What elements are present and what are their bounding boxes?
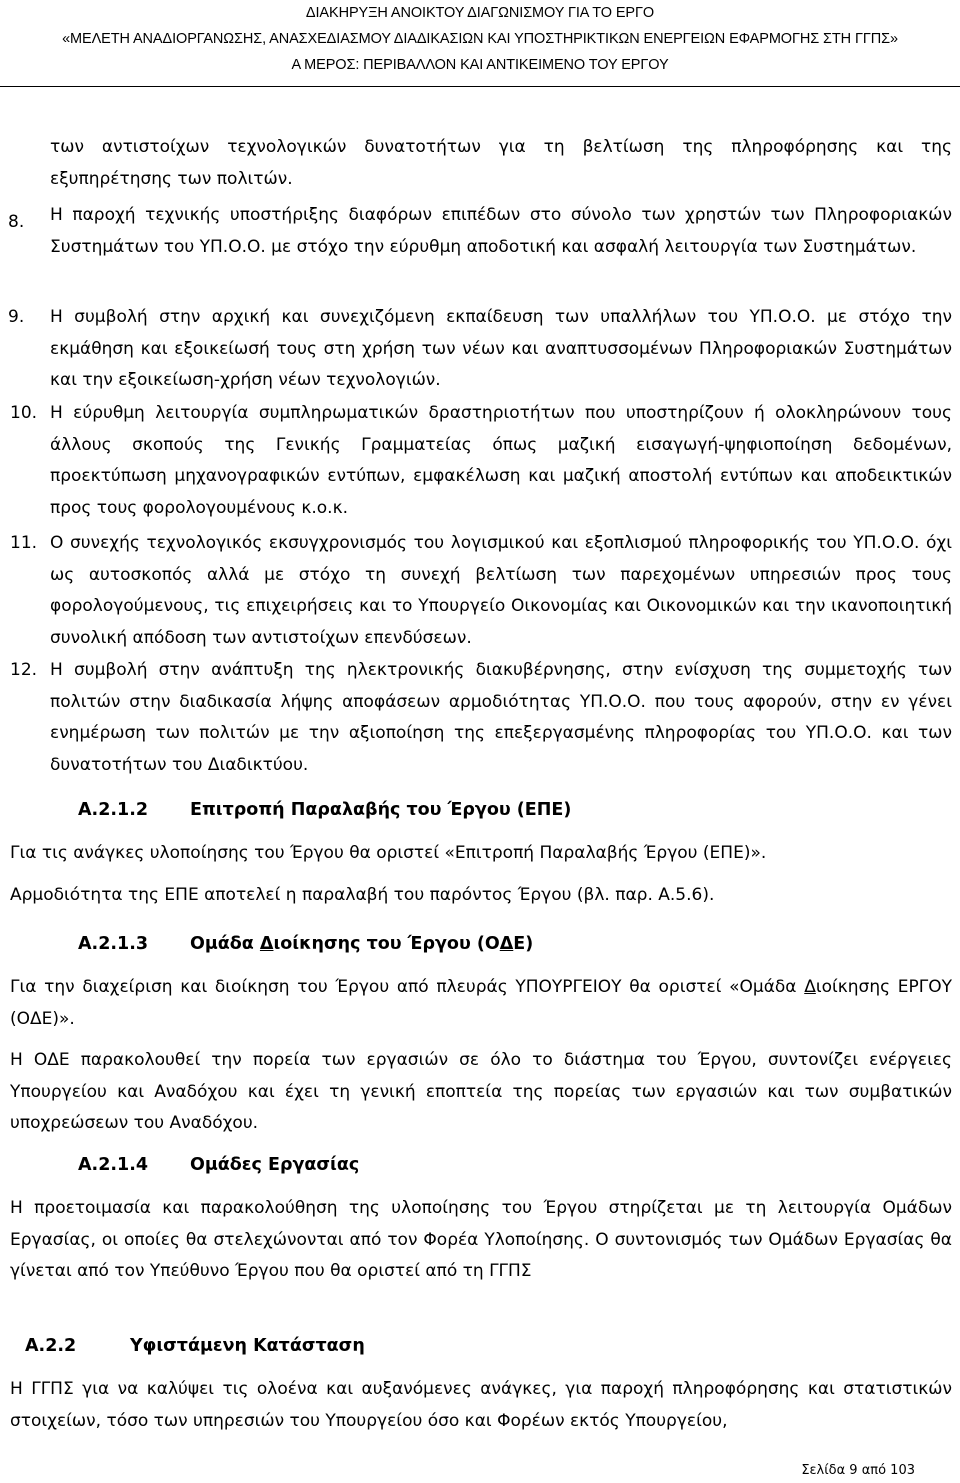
section-title: [190, 934, 533, 954]
section-heading: [25, 1336, 365, 1356]
header-divider: [0, 86, 960, 87]
paragraph-text: Δ: [804, 977, 816, 997]
section-heading: [78, 800, 572, 820]
list-item: [50, 528, 952, 654]
paragraph-text: Η προετοιμασία και παρακολούθηση της υλοποίησης του Έργου στηρίζεται με τη λειτουργία Ομάδων Εργασίας, οι οποίες θα στελεχώνονται από τον Φορέα Υλοποίησης. Ο συντονισμός των Ομάδων Εργασίας θα γίνεται από τον Υπεύθυνο Έργου που θα οριστεί από τη ΓΓΠΣ: [10, 1198, 952, 1281]
paragraph-text: Η ΓΓΠΣ για να καλύψει τις ολοένα και αυξανόμενες ανάγκες, για παροχή πληροφόρησης και στατιστικών στοιχείων, τόσο των υπηρεσιών του Υπουργείου όσο και Φορέων εκτός Υπουργείου,: [10, 1379, 952, 1431]
list-item-number: 11.: [10, 533, 38, 553]
title-part: Ομάδα: [190, 934, 260, 954]
section-title: Επιτροπή Παραλαβής του Έργου (ΕΠΕ): [190, 800, 572, 820]
list-item-text: Ο συνεχής τεχνολογικός εκσυγχρονισμός του λογισμικού και εξοπλισμού πληροφορικής του ΥΠ.Ο.Ο. όχι ως αυτοσκοπός αλλά με στόχο τη συνεχή βελτίωση των παρεχομένων υπηρεσιών προς τους φορολογούμενους, τις επιχειρήσεις και το Υπουργείο Οικονομίας και Οικονομικών και την ικανοποιητική συνολική απόδοση των αντιστοίχων επενδύσεων.: [50, 533, 952, 648]
list-item: [50, 302, 952, 397]
list-item-number: 9.: [8, 307, 25, 327]
list-item: [50, 398, 952, 524]
list-item-text: Η συμβολή στην ανάπτυξη της ηλεκτρονικής διακυβέρνησης, στην ενίσχυση της συμμετοχής των πολιτών στην διαδικασία λήψης αποφάσεων αρμοδιότητας ΥΠ.Ο.Ο. που τους αφορούν, στην εν γένει ενημέρωση των πολιτών με την αξιοποίηση της επεξεργασμένης πληροφορίας του ΥΠ.Ο.Ο. και των δυνατοτήτων του Διαδικτύου.: [50, 660, 952, 775]
paragraph: [10, 1045, 952, 1140]
header-line-2: «ΜΕΛΕΤΗ ΑΝΑΔΙΟΡΓΑΝΩΣΗΣ, ΑΝΑΣΧΕΔΙΑΣΜΟΥ ΔΙΑΔΙΚΑΣΙΩΝ ΚΑΙ ΥΠΟΣΤΗΡΙΚΤΙΚΩΝ ΕΝΕΡΓΕΙΩΝ ΕΦΑΡΜΟΓΗΣ ΣΤΗ ΓΓΠΣ»: [62, 31, 898, 47]
section-number: Α.2.1.3: [78, 934, 149, 954]
paragraph: [10, 1374, 952, 1437]
list-continuation: [50, 132, 952, 195]
paragraph-text: ιοίκησης ΕΡΓΟΥ (ΟΔΕ)».: [10, 977, 953, 1029]
header-line-1: ΔΙΑΚΗΡΥΞΗ ΑΝΟΙΚΤΟΥ ΔΙΑΓΩΝΙΣΜΟΥ ΓΙΑ ΤΟ ΕΡΓΟ: [305, 5, 655, 21]
paragraph: [10, 880, 952, 912]
page-header: [0, 0, 960, 78]
page-number: Σελίδα 9 από 103: [801, 1463, 915, 1478]
title-part: Ε): [513, 934, 534, 954]
title-part: ιοίκησης του Έργου (Ο: [273, 934, 500, 954]
section-title: Υφιστάμενη Κατάσταση: [130, 1336, 365, 1356]
list-item: [50, 655, 952, 781]
paragraph: [10, 838, 952, 870]
paragraph: [10, 972, 952, 1035]
section-number: Α.2.1.2: [78, 800, 149, 820]
list-item-text: Η εύρυθμη λειτουργία συμπληρωματικών δραστηριοτήτων που υποστηρίζουν ή ολοκληρώνουν τους άλλους σκοπούς της Γενικής Γραμματείας όπως μαζική εισαγωγή-ψηφιοποίηση δεδομένων, προεκτύπωση μηχανογραφικών εντύπων, εμφακέλωση και μαζική αποστολή εντύπων και αποδεικτικών προς τους φορολογουμένους κ.ο.κ.: [50, 403, 952, 518]
paragraph-text: Η ΟΔΕ παρακολουθεί την πορεία των εργασιών σε όλο το διάστημα του Έργου, συντονίζει ενέργειες Υπουργείου και Αναδόχου και έχει τη γενική εποπτεία της πορείας των εργασιών και των συμβατικών υποχρεώσεων του Αναδόχου.: [10, 1050, 952, 1133]
paragraph: [10, 1193, 952, 1288]
paragraph-text: Για την διαχείριση και διοίκηση του Έργου από πλευράς ΥΠΟΥΡΓΕΙΟΥ θα οριστεί «Ομάδα: [10, 977, 805, 997]
list-item: [50, 200, 952, 263]
list-item-number: 12.: [10, 660, 38, 680]
list-continuation-text: των αντιστοίχων τεχνολογικών δυνατοτήτων για τη βελτίωση της πληροφόρησης και της εξυπηρέτησης των πολιτών.: [50, 137, 952, 189]
paragraph-text: Για τις ανάγκες υλοποίησης του Έργου θα οριστεί «Επιτροπή Παραλαβής Έργου (ΕΠΕ)».: [10, 843, 767, 863]
paragraph-text: Αρμοδιότητα της ΕΠΕ αποτελεί η παραλαβή του παρόντος Έργου (βλ. παρ. Α.5.6).: [10, 885, 715, 905]
list-item-number: 8.: [8, 212, 25, 232]
section-number: Α.2.2: [25, 1336, 77, 1356]
title-part: Δ: [499, 934, 514, 954]
list-item-number: 10.: [10, 403, 38, 423]
list-item-text: Η παροχή τεχνικής υποστήριξης διαφόρων επιπέδων στο σύνολο των χρηστών των Πληροφοριακών Συστημάτων του ΥΠ.Ο.Ο. με στόχο την εύρυθμη αποδοτική και ασφαλή λειτουργία των Συστημάτων.: [50, 205, 952, 257]
list-item-text: Η συμβολή στην αρχική και συνεχιζόμενη εκπαίδευση των υπαλλήλων του ΥΠ.Ο.Ο. με στόχο την εκμάθηση και εξοικείωσή τους στη χρήση των νέων και αναπτυσσομένων Πληροφοριακών Συστημάτων και την εξοικείωση-χρήση νέων τεχνολογιών.: [50, 307, 952, 390]
header-line-3: Α ΜΕΡΟΣ: ΠΕΡΙΒΑΛΛΟΝ ΚΑΙ ΑΝΤΙΚΕΙΜΕΝΟ ΤΟΥ ΕΡΓΟΥ: [291, 57, 669, 73]
title-part: Δ: [259, 934, 274, 954]
section-heading: [78, 934, 534, 954]
section-number: Α.2.1.4: [78, 1155, 149, 1175]
section-heading: [78, 1155, 360, 1175]
section-title: Ομάδες Εργασίας: [190, 1155, 360, 1175]
